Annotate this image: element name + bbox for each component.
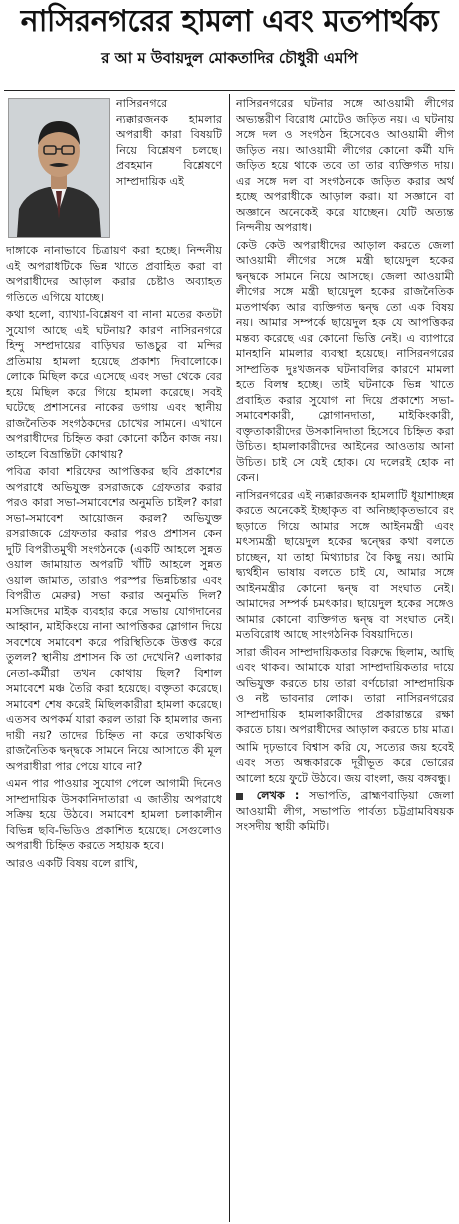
article-headline: নাসিরনগরের হামলা এবং মতপার্থক্য	[20, 4, 439, 39]
author-portrait-image	[9, 99, 109, 237]
left-column	[6, 243, 222, 1221]
column-divider	[229, 94, 230, 1222]
right-paragraph: নাসিরনগরের এই ন্যক্কারজনক হামলাটি ধূয়াশাচ্ছন্ন করতে অনেকেই ইচ্ছাকৃত বা অনিচ্ছাকৃতভাবে রং ছড়াতে গিয়ে আমার সঙ্গে আইনমন্ত্রী এবং মৎস্যমন্ত্রী ছায়েদুল হকের দ্বন্দ্বের কথা বলতে চাচ্ছেন, যা তাহা মিথ্যাচার বৈ কিছু নয়। আমি দ্ব্যর্থহীন ভাষায় বলতে চাই যে, আমার সঙ্গে আইনমন্ত্রীর কোনো দ্বন্দ্ব বা সংঘাত নেই। আমাদের সম্পর্ক চমৎকার। ছায়েদুল হকের সঙ্গেও আমার কোনো ব্যক্তিগত দ্বন্দ্ব বা সংঘাত নেই। মতবিরোধ আছে সাংগঠনিক বিষয়াদিতে।	[236, 488, 454, 641]
article-byline: র আ ম উবায়দুল মোকতাদির চৌধুরী এমপি	[101, 49, 358, 67]
right-paragraph: নাসিরনগরের ঘটনার সঙ্গে আওয়ামী লীগের অভ্যন্তরীণ বিরোধ মোটেও জড়িত নয়। এ ঘটনায় সঙ্গে দল ও সংগঠন হিসেবেও আওয়ামী লীগ জড়িত নয়। আওয়ামী লীগের কোনো কর্মী যদি জড়িত হয়ে থাকে তবে তা তার ব্যক্তিগত দায়। এর সঙ্গে দল বা সংগঠনকে জড়িত করার অর্থ হচ্ছে অপরাধীকে আড়াল করা। যা সজ্ঞানে বা অজ্ঞানে অনেকেই করে যাচ্ছেন। যেটি অত্যন্ত নিন্দনীয় অপরাধ।	[236, 97, 454, 234]
author-note	[236, 788, 454, 835]
left-paragraph: আরও একটি বিষয় বলে রাখি,	[6, 856, 139, 870]
lead-intro-paragraph: নাসিরনগরে ন্যক্কারজনক হামলার অপরাধী কারা বিষয়টি নিয়ে বিশ্লেষণ চলছে। প্রবহমান বিশ্লেষণে সাম্প্রদায়িক এই	[116, 97, 222, 188]
left-paragraph: দাঙ্গাকে নানাভাবে চিত্রায়ণ করা হচ্ছে। নিন্দনীয় এই অপরাধটিকে ভিন্ন খাতে প্রবাহিত করা বা অপরাধীদের আড়াল করার চেষ্টাও অব্যাহত গতিতে এগিয়ে যাচ্ছে।	[6, 244, 222, 304]
right-paragraph: কেউ কেউ অপরাধীদের আড়াল করতে জেলা আওয়ামী লীগের সঙ্গে মন্ত্রী ছায়েদুল হকের দ্বন্দ্বকে সামনে নিয়ে আসছে। জেলা আওয়ামী লীগের সঙ্গে মন্ত্রী ছায়েদুল হকের রাজনৈতিক মতপার্থক্য আর ব্যক্তিগত দ্বন্দ্ব তো এক বিষয় নয়। আমার সম্পর্কে ছায়েদুল হক যে আপত্তিকর মন্তব্য করেছে এর কোনো ভিত্তি নেই। এ ব্যাপারে মানহানি মামলার ব্যবস্থা হয়েছে। নাসিরনগরের সাম্প্রতিক দুঃখজনক ঘটনাবলির কারণে মামলা হতে বিলম্ব হচ্ছে। তাই ঘটনাকে ভিন্ন খাতে প্রবাহিত করার সুযোগ না দিয়ে প্রকাশ্যে সভা-সমাবেশকারী, স্লোগানদাতা, মাইকিংকারী, বক্তৃতাকারীদের উসকানিদাতা হিসেবে চিহ্নিত করা উচিত। হামলাকারীদের আইনের আওতায় আনা উচিত। চাই সে যেই হোক। যে দলেরই হোক না কেন।	[236, 238, 454, 484]
author-photo	[8, 98, 110, 238]
square-bullet-icon	[236, 793, 243, 800]
right-paragraph: সারা জীবন সাম্প্রদায়িকতার বিরুদ্ধে ছিলাম, আছি এবং থাকব। আমাকে যারা সাম্প্রদায়িকতার দায়ে অভিযুক্ত করতে চায় তারা বর্ণচোরা সাম্প্রদায়িক ও নষ্ট ভাবনার লোক। তারা নাসিরনগরের সাম্প্রদায়িক হামলাকারীদের প্রকারান্তরে রক্ষা করতে চায়। অপরাধীদের আড়াল করতে চায় মাত্র।	[236, 645, 454, 736]
author-note-text: সভাপতি, ব্রাহ্মণবাড়িয়া জেলা আওয়ামী লীগ, সভাপতি পার্বত্য চট্টগ্রামবিষয়ক সংসদীয় স্থায়ী কমিটি।	[236, 789, 454, 833]
lead-intro-column	[116, 96, 222, 241]
right-column	[236, 96, 454, 1221]
left-paragraph: কথা হলো, ব্যাখ্যা-বিশ্লেষণ বা নানা মতের কতটা সুযোগ আছে এই ঘটনায়? কারণ নাসিরনগরে হিন্দু সম্প্রদায়ের বাড়িঘর ভাঙচুর বা মন্দির প্রতিমায় হামলা হয়েছে প্রকাশ্য দিবালোকে। লোকে মিছিল করে এসেছে এবং সভা থেকে বের হয়ে মিছিল করে গিয়ে হামলা করেছে। সবই ঘটেছে প্রশাসনের নাকের ডগায় এবং স্থানীয় রাজনৈতিক সংগঠকদের চোখের সামনে। এখানে অপরাধীদের চিহ্নিত করা কোনো কঠিন কাজ নয়। তাহলে বিভ্রান্তিটা কোথায়?	[6, 308, 222, 461]
header-rule	[4, 90, 455, 91]
author-note-label: লেখক :	[256, 789, 300, 802]
left-paragraph: এমন পার পাওয়ার সুযোগ পেলে আগামী দিনেও সাম্প্রদায়িক উসকানিদাতারা এ জাতীয় অপরাধে সক্রিয় হয়ে উঠবে। সমাবেশ হামলা চলাকালীন বিভিন্ন ছবি-ভিডিও প্রকাশিত হয়েছে। সেগুলোও অপরাধী চিহ্নিত করতে সহায়ক হবে।	[6, 777, 222, 852]
left-paragraph: পবিত্র কাবা শরিফের আপত্তিকর ছবি প্রকাশের অপরাধে অভিযুক্ত রসরাজকে গ্রেফতার করার পরও কারা সভা-সমাবেশের অনুমতি চাইল? কারা সভা-সমাবেশ আয়োজন করল? অভিযুক্ত রসরাজকে গ্রেফতার করার পরও প্রশাসন কেন দুটি বিপরীতমুখী সংগঠনকে (একটি আহলে সুন্নত ওয়াল জামায়াত অপরটি খাঁটি আহলে সুন্নত ওয়াল জামাত, তারাও পরস্পর ভিন্নচিন্তার এবং বিপরীত মেরুর) সভা করার অনুমতি দিল? মসজিদের মাইক ব্যবহার করে সভায় যোগদানের আহ্বান, মাইকিংয়ে নানা আপত্তিকর স্লোগান দিয়ে সবশেষে সমাবেশ করে পরিস্থিতিকে উত্তপ্ত করে তুলল? স্থানীয় প্রশাসন কি তা দেখেনি? এলাকার নেতা-কর্মীরা তখন কোথায় ছিল? বিশাল সমাবেশে মঞ্চ তৈরি করা হয়েছে। বক্তৃতা করেছে। সমাবেশ শেষ করেই মিছিলকারীরা হামলা করেছে। এতসব অপকর্ম যারা করল তারা কি হামলার জন্য দায়ী নয়? তাদের চিহ্নিত না করে তথাকথিত রাজনৈতিক দ্বন্দ্বকে সামনে নিয়ে আসাতে কী মূল অপরাধীরা পার পেয়ে যাবে না?	[6, 465, 222, 773]
right-paragraph: আমি দৃঢ়ভাবে বিশ্বাস করি যে, সত্যের জয় হবেই এবং সত্য অন্ধকারকে দূরীভূত করে ভোরের আলো হয়ে ফুটে উঠবে। জয় বাংলা, জয় বঙ্গবন্ধু।	[236, 740, 454, 785]
